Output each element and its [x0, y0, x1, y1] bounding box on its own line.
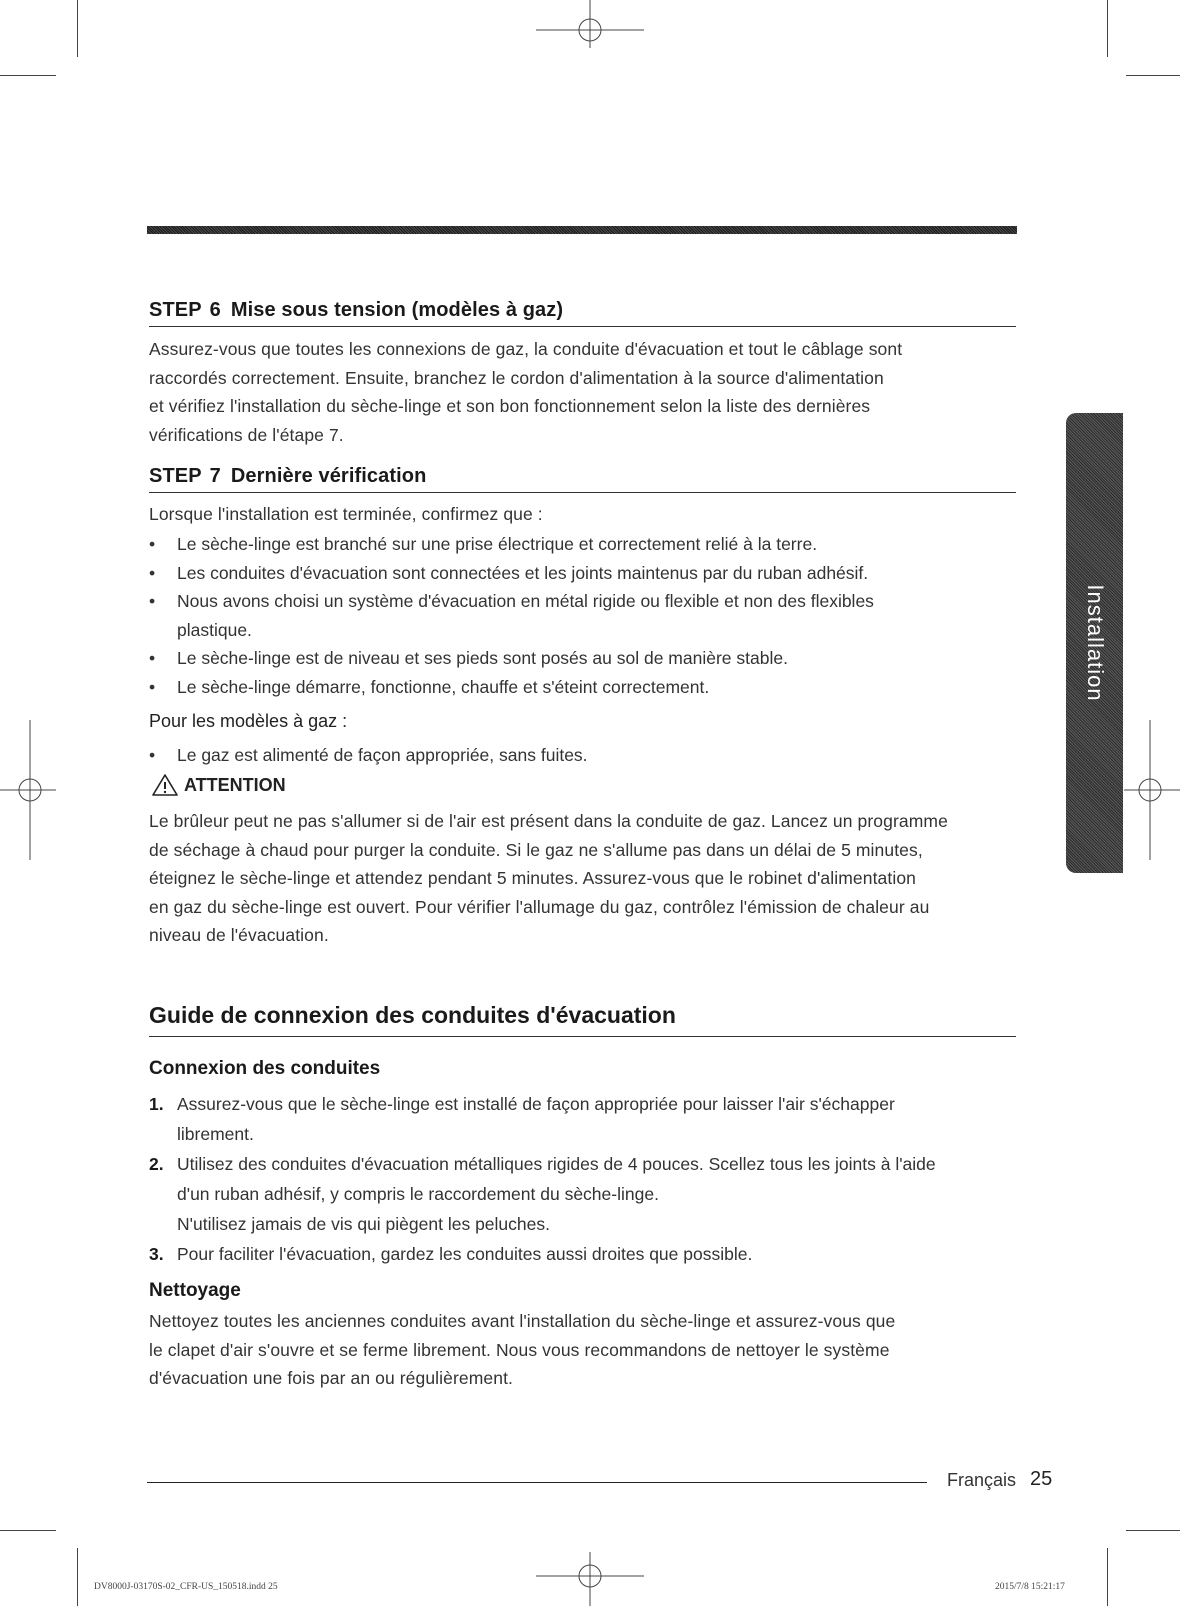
gas-models-heading: Pour les modèles à gaz :: [149, 711, 348, 731]
step-label: STEP: [149, 299, 202, 321]
step6-underline: [149, 326, 1016, 327]
item-number: 1.: [149, 1094, 164, 1114]
list-item: [149, 673, 1019, 702]
step6-body: [149, 335, 1019, 449]
connexion-steps: [149, 1089, 1029, 1269]
text-line: Nettoyez toutes les anciennes conduites avant l'installation du sèche-linge et assurez-vous que: [149, 1311, 896, 1331]
bullet: •: [149, 648, 156, 668]
chapter-tab-label: Installation: [1082, 584, 1108, 702]
print-slug-datetime: 2015/7/8 15:21:17: [995, 1582, 1065, 1592]
guide-underline: [149, 1036, 1016, 1037]
bullet: •: [149, 534, 156, 554]
footer-language: Français: [947, 1470, 1017, 1490]
text-line: de séchage à chaud pour purger la conduite. Si le gaz ne s'allume pas dans un délai de 5 minutes,: [149, 839, 923, 860]
page-number: 25: [1030, 1468, 1053, 1490]
item-number: 2.: [149, 1154, 164, 1174]
step7-title: Dernière vérification: [230, 465, 427, 487]
list-item: [149, 587, 1019, 644]
registration-mark-bottom: [536, 1552, 644, 1606]
text-line: Le sèche-linge démarre, fonctionne, chauffe et s'éteint correctement.: [177, 676, 710, 697]
list-item: [149, 741, 1019, 770]
text-line: le clapet d'air s'ouvre et se ferme librement. Nous vous recommandons de nettoyer le système: [149, 1339, 890, 1360]
item-number: 3.: [149, 1244, 164, 1264]
text-line: Pour faciliter l'évacuation, gardez les conduites aussi droites que possible.: [177, 1244, 753, 1264]
print-slug-file: DV8000J-03170S-02_CFR-US_150518.indd 25: [94, 1582, 278, 1592]
text-line: et vérifiez l'installation du sèche-linge et son bon fonctionnement selon la liste des dernières: [149, 396, 871, 416]
step6-title: Mise sous tension (modèles à gaz): [230, 299, 564, 321]
text-line: vérifications de l'étape 7.: [149, 424, 344, 445]
text-line: Assurez-vous que le sèche-linge est installé de façon appropriée pour laisser l'air s'échapper: [177, 1094, 895, 1114]
text-line: Le sèche-linge est de niveau et ses pieds sont posés au sol de manière stable.: [177, 648, 788, 668]
connexion-heading: Connexion des conduites: [149, 1058, 381, 1079]
registration-mark-right: [1124, 720, 1180, 860]
nettoyage-body: [149, 1307, 1019, 1393]
text-line: Le sèche-linge est branché sur une prise électrique et correctement relié à la terre.: [177, 534, 818, 554]
text-line: Utilisez des conduites d'évacuation métalliques rigides de 4 pouces. Scellez tous les joints à l'aide: [177, 1154, 936, 1174]
nettoyage-heading: Nettoyage: [149, 1280, 241, 1301]
attention-label: ATTENTION: [184, 774, 286, 795]
step-label: STEP: [149, 465, 202, 487]
text-line: raccordés correctement. Ensuite, branchez le cordon d'alimentation à la source d'alimentation: [149, 367, 884, 388]
guide-title: Guide de connexion des conduites d'évacuation: [149, 1002, 676, 1028]
list-item: [149, 1149, 1029, 1239]
text-line: Nous avons choisi un système d'évacuation en métal rigide ou flexible et non des flexibles: [177, 591, 874, 611]
list-item: [149, 530, 1019, 559]
bullet: •: [149, 591, 156, 611]
bullet: •: [149, 745, 156, 765]
header-rule: [147, 226, 1017, 234]
step6-heading: [149, 299, 563, 322]
text-line: Le brûleur peut ne pas s'allumer si de l'air est présent dans la conduite de gaz. Lancez un programme: [149, 811, 948, 831]
text-line: Assurez-vous que toutes les connexions de gaz, la conduite d'évacuation et tout le câblage sont: [149, 339, 903, 359]
list-item: [149, 1239, 1029, 1269]
text-line: d'évacuation une fois par an ou régulièrement.: [149, 1368, 514, 1388]
attention-heading: [152, 774, 286, 796]
text-line: N'utilisez jamais de vis qui piègent les peluches.: [177, 1214, 550, 1234]
footer-rule: [147, 1482, 927, 1483]
text-line: plastique.: [177, 619, 252, 640]
warning-triangle-icon: [152, 774, 178, 796]
list-item: [149, 559, 1019, 588]
step-number: 6: [209, 299, 221, 321]
text-line: éteignez le sèche-linge et attendez pendant 5 minutes. Assurez-vous que le robinet d'alimentation: [149, 868, 916, 888]
text-line: Le gaz est alimenté de façon appropriée, sans fuites.: [177, 745, 588, 765]
step7-checklist: [149, 530, 1019, 701]
step7-intro: [149, 500, 1019, 529]
text-line: librement.: [177, 1124, 254, 1144]
bullet: •: [149, 676, 156, 697]
step7-heading: [149, 465, 426, 488]
text-line: Les conduites d'évacuation sont connectées et les joints maintenus par du ruban adhésif.: [177, 562, 869, 583]
list-item: [149, 1089, 1029, 1149]
step-number: 7: [209, 465, 221, 487]
chapter-tab: [1066, 413, 1123, 873]
step7-underline: [149, 492, 1016, 493]
text-line: d'un ruban adhésif, y compris le raccordement du sèche-linge.: [177, 1184, 659, 1204]
text-line: Lorsque l'installation est terminée, confirmez que :: [149, 504, 543, 524]
text-line: niveau de l'évacuation.: [149, 925, 329, 945]
registration-mark-left: [0, 720, 56, 860]
gas-checklist: [149, 741, 1019, 770]
registration-mark-top: [536, 0, 644, 50]
bullet: •: [149, 562, 156, 583]
attention-body: [149, 807, 1019, 950]
list-item: [149, 644, 1019, 673]
text-line: en gaz du sèche-linge est ouvert. Pour vérifier l'allumage du gaz, contrôlez l'émission de chaleur au: [149, 896, 930, 917]
